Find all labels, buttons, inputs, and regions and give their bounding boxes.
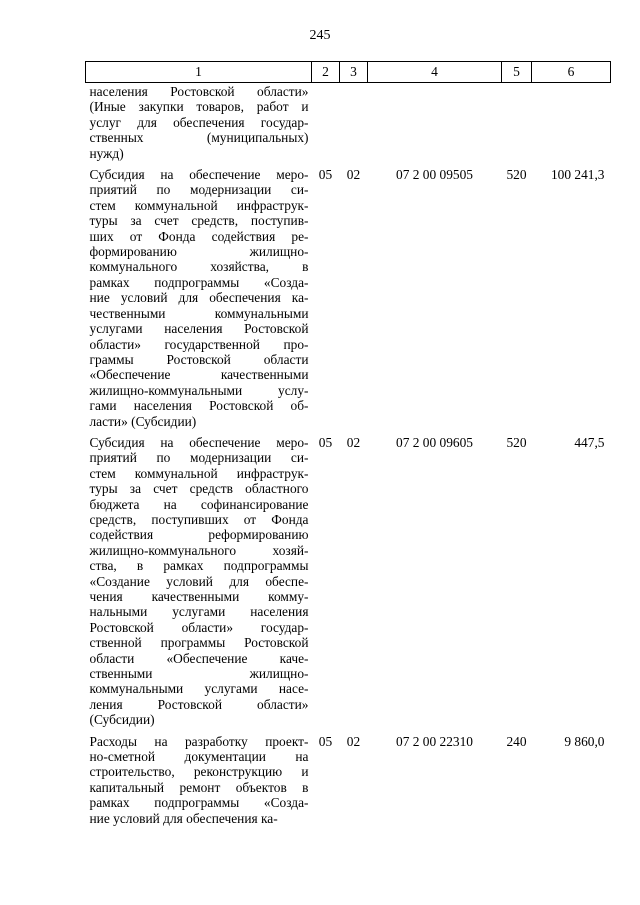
description-line: нужд) — [89, 145, 124, 161]
description-line: приятий по модернизации си- — [89, 450, 309, 466]
expense-type-code: 520 — [506, 167, 527, 183]
amount: 447,5 — [574, 434, 605, 450]
expense-type-code: 520 — [506, 434, 527, 450]
description-line: средств, поступивших от Фонда — [89, 511, 309, 527]
target-article-code: 07 2 00 09605 — [396, 434, 473, 450]
description-line: чения качественными комму- — [89, 589, 309, 604]
description-line: области» государственной про- — [89, 336, 309, 352]
description-line: ственных (муниципальных) — [89, 130, 309, 146]
description-line: чественными коммунальными — [89, 305, 309, 321]
section-code: 05 — [318, 434, 333, 450]
description-line: содействия реформированию — [89, 527, 309, 543]
column-header: 2 — [312, 62, 340, 83]
description-line: жилищно-коммунального хозяй- — [89, 542, 309, 558]
page-number: 245 — [309, 28, 331, 43]
description-line: услугами населения Ростовской — [89, 321, 309, 337]
amount: 100 241,3 — [550, 167, 605, 183]
description-line: (Иные закупки товаров, работ и — [89, 99, 309, 115]
description-line: капитальный ремонт объектов в — [89, 779, 309, 795]
expense-type-code: 240 — [506, 733, 527, 749]
description-line: ства, в рамках подпрограммы — [89, 558, 309, 574]
description-line: приятий по модернизации си- — [89, 182, 309, 198]
row-description — [86, 728, 312, 826]
column-header: 5 — [502, 62, 532, 83]
description-line: рамках подпрограммы «Созда- — [89, 274, 309, 290]
description-line: гами населения Ростовской об- — [89, 398, 309, 414]
expense-type-code — [502, 83, 532, 162]
description-line: граммы Ростовской области — [89, 351, 309, 367]
description-line: строительство, реконструкцию и — [89, 764, 309, 780]
table-row — [86, 728, 611, 826]
description-line: населения Ростовской области» — [89, 84, 309, 99]
column-header: 4 — [368, 62, 502, 83]
amount: 9 860,0 — [564, 733, 605, 749]
description-line: коммунальными услугами насе- — [89, 681, 309, 697]
description-line: «Создание условий для обеспе- — [89, 573, 309, 589]
description-line: Расходы на разработку проект- — [89, 733, 309, 749]
description-line: туры за счет средств, поступив- — [89, 213, 309, 229]
description-line: ственными жилищно- — [89, 666, 309, 682]
description-line: стем коммунальной инфраструк- — [89, 197, 309, 213]
row-description — [86, 429, 312, 728]
description-line: но-сметной документации на — [89, 749, 309, 765]
description-line: рамках подпрограммы «Созда- — [89, 795, 309, 811]
description-line: бюджета на софинансирование — [89, 496, 309, 512]
description-line: Субсидия на обеспечение меро- — [89, 167, 309, 183]
target-article-code — [368, 83, 502, 162]
description-line: области «Обеспечение каче- — [89, 650, 309, 666]
description-line: ления Ростовской области» — [89, 696, 309, 712]
column-header: 6 — [532, 62, 611, 83]
subsection-code: 02 — [346, 434, 361, 450]
description-line: Ростовской области» государ- — [89, 619, 309, 635]
description-line: Субсидия на обеспечение меро- — [89, 434, 309, 450]
description-line: коммунального хозяйства, в — [89, 259, 309, 275]
subsection-code: 02 — [346, 733, 361, 749]
target-article-code: 07 2 00 09505 — [396, 167, 473, 183]
description-line: (Субсидии) — [89, 712, 155, 728]
table-row — [86, 83, 611, 162]
column-header: 1 — [86, 62, 312, 83]
row-description — [86, 83, 312, 162]
description-line: туры за счет средств областного — [89, 481, 309, 497]
subsection-code — [340, 83, 368, 162]
subsection-code: 02 — [346, 167, 361, 183]
description-line: «Обеспечение качественными — [89, 367, 309, 383]
section-code — [312, 83, 340, 162]
description-line: жилищно-коммунальными услу- — [89, 382, 309, 398]
description-line: формированию жилищно- — [89, 244, 309, 260]
description-line: ственной программы Ростовской — [89, 635, 309, 651]
row-description — [86, 161, 312, 429]
budget-table — [85, 61, 611, 826]
table-row — [86, 429, 611, 728]
section-code: 05 — [318, 167, 333, 183]
amount — [532, 83, 611, 162]
description-line: ласти» (Субсидии) — [89, 413, 197, 429]
table-header-row — [86, 62, 611, 83]
section-code: 05 — [318, 733, 333, 749]
target-article-code: 07 2 00 22310 — [396, 733, 473, 749]
column-header: 3 — [340, 62, 368, 83]
table-row — [86, 161, 611, 429]
description-line: стем коммунальной инфраструк- — [89, 465, 309, 481]
description-line: ние условий для обеспечения ка- — [89, 290, 309, 306]
description-line: ших от Фонда содействия ре- — [89, 228, 309, 244]
description-line: услуг для обеспечения государ- — [89, 114, 309, 130]
description-line: нальными услугами населения — [89, 604, 309, 620]
description-line: ние условий для обеспечения ка- — [89, 810, 278, 826]
